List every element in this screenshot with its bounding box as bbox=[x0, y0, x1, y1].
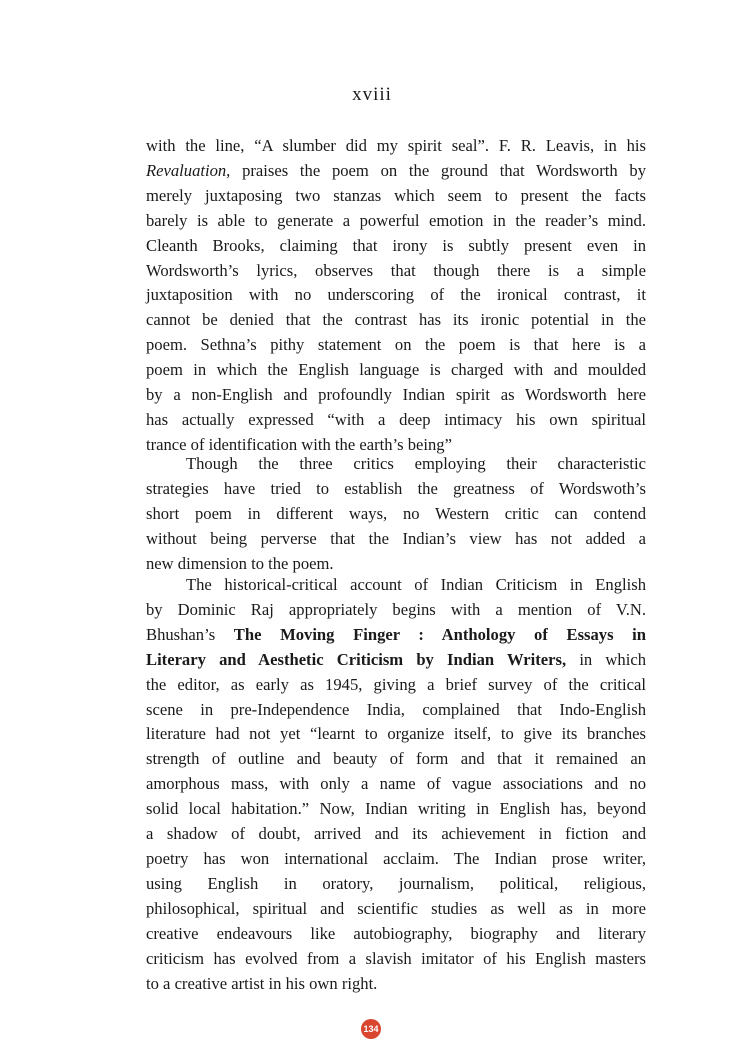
text-line bbox=[146, 947, 646, 972]
text-line bbox=[146, 184, 646, 209]
text-line bbox=[146, 623, 646, 648]
text-segment: Bhushan’s bbox=[146, 624, 234, 644]
text-segment: The Moving Finger : Anthology of Essays in bbox=[233, 624, 646, 644]
text-segment: merely juxtaposing two stanzas which seem to present the facts bbox=[146, 185, 646, 205]
text-line bbox=[146, 209, 646, 234]
paragraph-1 bbox=[146, 134, 646, 458]
text-line bbox=[146, 722, 646, 747]
text-line bbox=[146, 772, 646, 797]
text-line bbox=[146, 797, 646, 822]
text-line bbox=[146, 234, 646, 259]
page-header-roman-numeral: xviii bbox=[352, 84, 392, 105]
text-line bbox=[146, 333, 646, 358]
text-segment: has actually expressed “with a deep intimacy his own spiritual bbox=[146, 409, 646, 429]
paragraph-3 bbox=[146, 573, 646, 996]
text-line bbox=[146, 527, 646, 552]
text-segment: strategies have tried to establish the greatness of Wordswoth’s bbox=[146, 478, 646, 498]
text-segment: a shadow of doubt, arrived and its achievement in fiction and bbox=[146, 824, 646, 844]
text-segment: criticism has evolved from a slavish imitator of his English masters bbox=[146, 948, 646, 968]
text-line bbox=[146, 673, 646, 698]
text-segment: to a creative artist in his own right. bbox=[146, 973, 378, 993]
text-line bbox=[146, 283, 646, 308]
text-segment: strength of outline and beauty of form and that it remained an bbox=[146, 749, 646, 769]
text-line bbox=[146, 502, 646, 527]
text-segment: by Dominic Raj appropriately begins with a mention of V.N. bbox=[146, 599, 646, 619]
text-line bbox=[146, 872, 646, 897]
text-segment: the editor, as early as 1945, giving a brief survey of the critical bbox=[146, 674, 646, 694]
text-line bbox=[146, 308, 646, 333]
text-segment: in which bbox=[566, 649, 646, 669]
text-line bbox=[146, 822, 646, 847]
text-segment: amorphous mass, with only a name of vague associations and no bbox=[146, 774, 646, 794]
paragraph-2 bbox=[146, 452, 646, 577]
text-segment: The historical-critical account of Indian Criticism in English bbox=[186, 575, 646, 594]
page-number-badge: 134 bbox=[361, 1019, 381, 1039]
text-segment: without being perverse that the Indian’s view has not added a bbox=[146, 528, 646, 548]
text-segment: Cleanth Brooks, claiming that irony is subtly present even in bbox=[146, 235, 646, 255]
text-segment: with the line, “A slumber did my spirit seal”. F. R. Leavis, in his bbox=[146, 136, 646, 155]
text-segment: poem in which the English language is charged with and moulded bbox=[146, 360, 646, 380]
text-segment: poetry has won international acclaim. The Indian prose writer, bbox=[146, 848, 646, 868]
text-line bbox=[146, 922, 646, 947]
text-segment: barely is able to generate a powerful emotion in the reader’s mind. bbox=[146, 210, 646, 230]
text-line bbox=[146, 747, 646, 772]
text-line bbox=[146, 452, 646, 477]
text-segment: juxtaposition with no underscoring of the ironical contrast, it bbox=[146, 285, 646, 305]
text-line bbox=[146, 383, 646, 408]
text-line bbox=[146, 477, 646, 502]
text-segment: solid local habitation.” Now, Indian writing in English has, beyond bbox=[146, 799, 646, 819]
text-line bbox=[146, 897, 646, 922]
text-segment: by a non-English and profoundly Indian spirit as Wordsworth here bbox=[146, 385, 646, 405]
text-line bbox=[146, 698, 646, 723]
text-line bbox=[146, 358, 646, 383]
text-segment: creative endeavours like autobiography, biography and literary bbox=[146, 923, 646, 943]
text-segment: new dimension to the poem. bbox=[146, 553, 334, 573]
text-segment: praises the poem on the ground that Wordsworth by bbox=[230, 160, 646, 180]
text-segment: using English in oratory, journalism, political, religious, bbox=[146, 873, 646, 893]
text-segment: Wordsworth’s lyrics, observes that though there is a simple bbox=[146, 260, 646, 280]
text-segment: philosophical, spiritual and scientific studies as well as in more bbox=[146, 898, 646, 918]
text-segment: literature had not yet “learnt to organize itself, to give its branches bbox=[146, 724, 646, 744]
text-segment: scene in pre-Independence India, complained that Indo-English bbox=[146, 699, 646, 719]
text-line bbox=[146, 648, 646, 673]
text-segment: short poem in different ways, no Western critic can contend bbox=[146, 503, 646, 523]
text-line bbox=[146, 408, 646, 433]
text-line bbox=[146, 259, 646, 284]
text-line bbox=[146, 972, 646, 997]
text-line bbox=[146, 847, 646, 872]
text-segment: cannot be denied that the contrast has its ironic potential in the bbox=[146, 310, 646, 330]
text-line bbox=[146, 134, 646, 159]
text-line bbox=[146, 159, 646, 184]
text-segment: Literary and Aesthetic Criticism by Indian Writers, bbox=[146, 649, 567, 669]
text-segment: Though the three critics employing their characteristic bbox=[186, 454, 646, 473]
text-segment: trance of identification with the earth’s being” bbox=[146, 434, 452, 454]
text-line bbox=[146, 573, 646, 598]
text-segment: poem. Sethna’s pithy statement on the poem is that here is a bbox=[146, 335, 646, 355]
text-segment: Revaluation, bbox=[146, 160, 231, 180]
text-line bbox=[146, 598, 646, 623]
